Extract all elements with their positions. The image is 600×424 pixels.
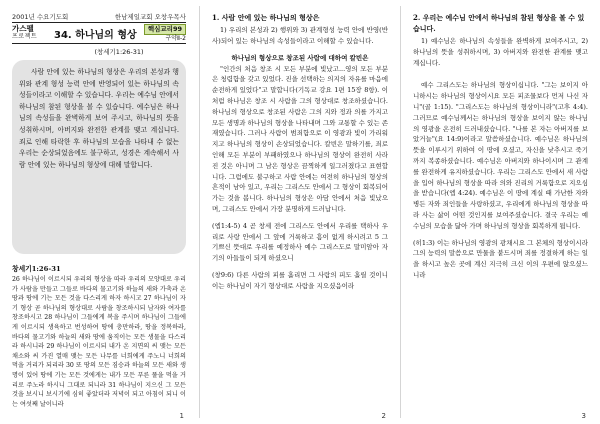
scripture-text: 26 하나님이 이르시되 우리의 형상을 따라 우리의 모양대로 우리가 사람을 만들고 그들로 바다의 물고기와 하늘의 새와 가축과 온 땅과 땅에 기는 모든 것을 다스리게 하자 하시고 27 하나님이 자기 형상 곧 하나님의 형상대로 사람을 창조하시되 남자와 여자를 창조하시고 28 하나님이 그들에게 복을 주시며 하나님이 그들에게 이르시되 생육하고 번성하여 땅에 충만하라, 땅을 정복하라, 바다의 물고기와 하늘의 새와 땅에 움직이는 모든 생물을 다스리라 하시니라 29 하나님이 이르시되 내가 온 지면의 씨 맺는 모든 채소와 씨 가진 열매 맺는 모든 나무를 너희에게 주노니 너희의 먹을 거리가 되리라 30 또 땅의 모든 짐승과 하늘의 모든 새와 생명이 있어 땅에 기는 모든 것에게는 내가 모든 푸른 풀을 먹을 거리로 주노라 하시니 그대로 되니라 31 하나님이 지으신 그 모든 것을 보시니 보시기에 심히 좋았더라 저녁이 되고 아침이 되니 이는 여섯째 날이니라 (12, 276, 186, 408)
header-meta (12, 12, 186, 21)
badge-box (144, 24, 186, 43)
badge-sub: 구약Ⅱ-2 (165, 34, 186, 42)
note-ephesians: (엡1:4-5) 4 곧 창세 전에 그리스도 안에서 우리를 택하사 우리로 사랑 안에서 그 앞에 거룩하고 흠이 없게 하시려고 5 그 기쁘신 뜻대로 우리를 예정하사 예수 그리스도로 말미암아 자기의 아들들이 되게 하셨으니 (212, 221, 388, 263)
scripture-reference: (창세기1:26-31) (94, 48, 144, 56)
core-doctrine-badge: 핵심교리99 (144, 24, 186, 35)
note-genesis: (창9:6) 다른 사람의 피를 흘리면 그 사람의 피도 흘릴 것이니 이는 하나님이 자기 형상대로 사람을 지으셨음이라 (212, 270, 388, 290)
summary-text: 사람 안에 있는 하나님의 형상은 우리의 본성과 행위와 관계 형성 능력 안에 반영되어 있는 하나님의 속성들이라고 이해할 수 있습니다. 우리는 예수님 안에서 하나님의 참된 형상을 볼 수 있습니다. 예수님은 하나님의 속성들을 완벽하게 보여 주시고, 하나님의 뜻을 성취하시며, 아버지와 완전한 관계를 맺고 계십니다. 죄로 인해 타락한 후 하나님의 모습을 나타내 수 없는 우리는 순상되었음에도 불구하고, 성경은 계속해서 사람 안에 있는 하나님의 형상에 대해 말합니다. (19, 68, 179, 169)
page-3 (401, 0, 600, 424)
church-label: 한남제일교회 오창우목사 (114, 13, 186, 21)
section-2-text: 1) 예수님은 하나님의 속성들을 완벽하게 보여주시고, 2) 하나님의 뜻을 성취하시며, 3) 아버지와 완전한 관계를 맺고 계십니다. (413, 37, 588, 67)
brand-top: 가스펠 (12, 24, 34, 33)
section-1-text: 1) 우리의 본성과 2) 행위와 3) 관계형성 능력 안에 반영(반사)되어 있는 하나님의 속성들이라고 이해할 수 있습니다. (212, 26, 388, 45)
page-number: 2 (381, 412, 386, 420)
page-number: 3 (581, 412, 586, 420)
summary-box (12, 60, 186, 254)
date-label: 2001년 수요기도회 (12, 13, 69, 21)
page-number: 1 (179, 412, 184, 420)
calvin-subhead: 하나님의 형상으로 창조된 사람에 대하여 칼빈은 (231, 53, 369, 62)
page-1 (0, 0, 198, 424)
section-1-title: 1. 사람 안에 있는 하나님의 형상은 (212, 13, 320, 22)
scripture-title: 창세기1:26-31 (12, 265, 61, 273)
header-title-bar (12, 22, 186, 44)
note-hebrews: (히1:3) 이는 하나님의 영광의 광채시요 그 본체의 형상이시라 그의 능력의 말씀으로 만물을 붙드시며 죄를 정결하게 하는 일을 하시고 높은 곳에 계신 지극히 크신 이의 우편에 앉으셨느니라 (413, 238, 588, 279)
section-2-title: 2. 우리는 예수님 안에서 하나님의 참된 형상을 볼 수 있습니다. (413, 13, 585, 33)
brand-logo (12, 25, 48, 41)
brand-bottom: 프로젝트 (12, 33, 38, 40)
christ-text: 예수 그리스도는 하나님의 형상이십니다. "그는 보이지 아니하시는 하나님의 형상이시요 모든 피조물보다 먼저 나신 자니"(골 1:15). "그리스도는 하나님의 형상이니라"(고후 4:4). 그러므로 예수님께서는 하나님의 형상을 보이지 않는 하나님의 영광을 온전히 드러내셨습니다. "나를 본 자는 아버지를 보았거늘"(요 14:9)이라고 말씀하셨습니다. 예수님은 하나님의 뜻을 이루시기 위하여 이 땅에 오셨고, 자신을 낮추시고 죽기까지 복종하셨습니다. 예수님은 아버지와 하나이시며 그 관계를 완전하게 유지하셨습니다. 우리는 그리스도 안에서 새 사람을 입어 하나님의 형상을 따라 의와 진리의 거룩함으로 지으심을 받습니다(엡 4:24). 예수님은 이 땅에 계실 때 가난한 자와 병든 자와 죄인들을 사랑하셨고, 우리에게 하나님의 형상을 따라 사는 삶이 어떤 것인지를 보여주셨습니다. 결국 우리는 예수님의 모습을 닮아 가며 하나님의 형상을 회복하게 됩니다. (413, 81, 588, 230)
calvin-text: "인간의 처음 창조 시 모든 부분에 빛났고...영의 모든 부분은 청렴함을 갖고 있었다. 진을 선택하는 의지의 자유를 마음에 순전하게 있었다"고 말합니다(기독교 강요 1편 15장 8항). 이처럼 하나님은 창조 시 사람을 그의 형상대로 창조하셨습니다. 하나님의 형상으로 창조된 사람은 그의 지와 정과 의를 가지고 모든 생명과 하나님의 형상을 나타내며 그와 교통할 수 있는 존재였습니다. 그러나 사람이 범죄함으로 이 영광과 빛이 가리워지고 하나님의 형상이 손상되었습니다. 칼빈은 말하기를, 죄로 인해 모든 부분이 부패하였으나 하나님의 형상이 완전히 사라진 것은 아니며 그 남은 형상은 끔찍하게 일그러졌다고 표현합니다. 그럼에도 불구하고 사람 안에는 여전히 하나님의 형상의 흔적이 남아 있고, 우리는 그리스도 안에서 그 형상이 회복되어 가는 것을 봅니다. 하나님의 형상은 아담 안에서 처음 빛났으며, 그리스도 안에서 가장 분명하게 드러납니다. (212, 64, 388, 213)
page-2 (200, 0, 400, 424)
lesson-title: 34. 하나님의 형상 (54, 29, 137, 41)
